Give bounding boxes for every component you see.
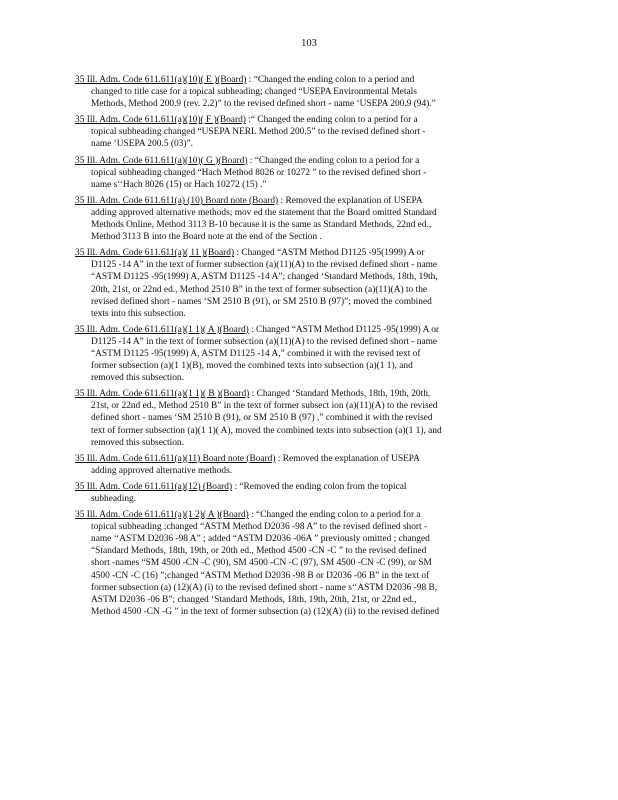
entry-continuation-line bbox=[75, 308, 535, 320]
entry-first-line bbox=[75, 247, 535, 259]
citation: 35 Ill. Adm. Code 611.611(a)(1 1)( A )(Board) bbox=[75, 324, 249, 335]
entry-continuation-line bbox=[75, 606, 535, 618]
entry-continuation-line bbox=[75, 126, 535, 138]
entry-continuation-line bbox=[75, 336, 535, 348]
entry-text: topical subheading changed “USEPA NERL Method 200.5” to the revised defined short - bbox=[91, 127, 426, 138]
entry-first-line bbox=[75, 74, 535, 86]
amendment-entry bbox=[75, 509, 535, 618]
citation: 35 Ill. Adm. Code 611.611(a)(11) Board note (Board) bbox=[75, 453, 276, 464]
entry-continuation-line bbox=[75, 179, 535, 191]
entry-text: “Standard Methods, 18th, 19th, or 20th ed., Method 4500 -CN -C ” to the revised defined bbox=[91, 546, 427, 557]
entry-text: name ‘‘ASTM D2036 -98 A” ; added “ASTM D2036 -06A ” previously omitted ; changed bbox=[91, 534, 430, 545]
citation: 35 Ill. Adm. Code 611.611(a)(10)( G )(Board) bbox=[75, 155, 248, 166]
entry-text: topical subheading changed “Hach Method 8026 or 10272 ” to the revised defined short - bbox=[91, 167, 427, 178]
amendment-entry bbox=[75, 247, 535, 320]
entry-text: : “Changed the ending colon to a period for a bbox=[247, 155, 420, 166]
entry-continuation-line bbox=[75, 594, 535, 606]
amendment-entry bbox=[75, 388, 535, 448]
entry-text: Method 4500 -CN -G ” in the text of former subsection (a) (12)(A) (ii) to the revised defined bbox=[91, 606, 440, 617]
entry-text: text of former subsection (a)(1 1)( A), moved the combined texts into subsection (a)(1 1), and bbox=[91, 425, 442, 436]
entry-first-line bbox=[75, 509, 535, 521]
citation: 35 Ill. Adm. Code 611.611(a)(1 1)( B )(Board) bbox=[75, 389, 250, 400]
entry-continuation-line bbox=[75, 86, 535, 98]
entry-continuation-line bbox=[75, 284, 535, 296]
entry-text: D1125 -14 A” in the text of former subsection (a)(11)(A) to the revised defined short - name bbox=[91, 336, 438, 347]
entry-first-line bbox=[75, 195, 535, 207]
entry-continuation-line bbox=[75, 372, 535, 384]
entry-continuation-line bbox=[75, 271, 535, 283]
entry-text: 21st, or 22nd ed., Method 2510 B” in the text of former subsect ion (a)(11)(A) to the revised bbox=[91, 401, 438, 412]
entry-continuation-line bbox=[75, 557, 535, 569]
entry-continuation-line bbox=[75, 360, 535, 372]
entry-continuation-line bbox=[75, 493, 535, 505]
entry-text: adding approved alternative methods; mov ed the statement that the Board omitted Standard bbox=[91, 207, 437, 218]
entry-text: D1125 -14 A” in the text of former subsection (a)(11)(A) to the revised defined short - name bbox=[91, 260, 438, 271]
amendment-entry bbox=[75, 74, 535, 110]
citation: 35 Ill. Adm. Code 611.611(a)( 11 )(Board) bbox=[75, 248, 235, 259]
entry-continuation-line bbox=[75, 167, 535, 179]
entry-text: topical subheading ;changed “ASTM Method D2036 -98 A” to the revised defined short - bbox=[91, 522, 428, 533]
entry-text: : “Changed the ending colon to a period for a bbox=[248, 510, 421, 521]
entry-text: subheading. bbox=[91, 494, 137, 504]
entry-continuation-line bbox=[75, 533, 535, 545]
amendment-entry bbox=[75, 155, 535, 191]
entry-first-line bbox=[75, 324, 535, 336]
entry-continuation-line bbox=[75, 582, 535, 594]
entry-continuation-line bbox=[75, 400, 535, 412]
entry-first-line bbox=[75, 114, 535, 126]
entry-text: : Changed ‘Standard Methods, 18th, 19th, 20th, bbox=[249, 389, 431, 400]
amendment-entry bbox=[75, 453, 535, 477]
entry-continuation-line bbox=[75, 412, 535, 424]
citation: 35 Ill. Adm. Code 611.611(a)(1 2)( A )(Board) bbox=[75, 510, 249, 521]
entry-text: 4500 -CN -C (16) ”;changed “ASTM Method D2036 -98 B or D2036 -06 B” in the text of bbox=[91, 570, 430, 581]
entry-continuation-line bbox=[75, 437, 535, 449]
entry-first-line bbox=[75, 155, 535, 167]
entry-text: 20th, 21st, or 22nd ed., Method 2510 B” in the text of former subsection (a)(11)(A) to the bbox=[91, 284, 428, 295]
entry-continuation-line bbox=[75, 465, 535, 477]
entry-continuation-line bbox=[75, 570, 535, 582]
entry-continuation-line bbox=[75, 425, 535, 437]
entry-continuation-line bbox=[75, 207, 535, 219]
entry-text: former subsection (a)(1 1)(B), moved the combined texts into subsection (a)(1 1), and bbox=[91, 361, 413, 372]
entry-continuation-line bbox=[75, 138, 535, 150]
amendment-entry bbox=[75, 195, 535, 243]
entry-text: name s‘‘Hach 8026 (15) or Hach 10272 (15) .” bbox=[91, 179, 267, 190]
amendment-entry bbox=[75, 481, 535, 505]
entry-text: revised defined short - names ‘SM 2510 B (91), or SM 2510 B (97)”; moved the combined bbox=[91, 296, 432, 307]
entry-continuation-line bbox=[75, 521, 535, 533]
entry-first-line bbox=[75, 388, 535, 400]
citation: 35 Ill. Adm. Code 611.611(a)(12) (Board) bbox=[75, 481, 233, 492]
entry-text: ASTM D2036 -06 B”; changed ‘Standard Methods, 18th, 19th, 20th, 21st, or 22nd ed., bbox=[91, 594, 417, 605]
entry-continuation-line bbox=[75, 259, 535, 271]
entry-first-line bbox=[75, 481, 535, 493]
entry-continuation-line bbox=[75, 545, 535, 557]
entry-text: Methods Online, Method 3113 B-10 because it is the same as Standard Methods, 22nd ed., bbox=[91, 220, 432, 231]
entry-continuation-line bbox=[75, 296, 535, 308]
entry-text: changed to title case for a topical subheading; changed “USEPA Environmental Metals bbox=[91, 87, 417, 98]
entry-text: adding approved alternative methods. bbox=[91, 465, 233, 476]
citation: 35 Ill. Adm. Code 611.611(a)(10)( F )(Board) bbox=[75, 115, 246, 126]
entry-text: :“ Changed the ending colon to a period for a bbox=[245, 115, 418, 126]
citation: 35 Ill. Adm. Code 611.611(a) (10) Board note (Board) bbox=[75, 195, 279, 206]
entry-continuation-line bbox=[75, 348, 535, 360]
entry-text: : Removed the explanation of USEPA bbox=[275, 453, 420, 464]
entry-continuation-line bbox=[75, 98, 535, 110]
entry-text: defined short - names ‘SM 2510 B (91), or SM 2510 B (97) ,” combined it with the revised bbox=[91, 413, 433, 424]
entry-first-line bbox=[75, 453, 535, 465]
entry-text: name ‘USEPA 200.5 (03)”. bbox=[91, 139, 193, 150]
amendment-list bbox=[75, 74, 535, 622]
citation: 35 Ill. Adm. Code 611.611(a)(10)( E )(Board) bbox=[75, 75, 247, 85]
entry-text: former subsection (a) (12)(A) (i) to the revised defined short - name s‘‘ASTM D2036 -98 B, bbox=[91, 582, 438, 593]
entry-text: : Changed “ASTM Method D1125 -95(1999) A or bbox=[234, 248, 425, 259]
entry-text: removed this subsection. bbox=[91, 437, 184, 448]
entry-text: Methods, Method 200.9 (rev. 2.2)” to the revised defined short - name ‘USEPA 200.9 (94).” bbox=[91, 99, 436, 110]
entry-text: removed this subsection. bbox=[91, 373, 184, 384]
entry-text: texts into this subsection. bbox=[91, 308, 186, 319]
amendment-entry bbox=[75, 114, 535, 150]
entry-text: Method 3113 B into the Board note at the end of the Section . bbox=[91, 232, 322, 243]
entry-text: short -names “SM 4500 -CN -C (90), SM 4500 -CN -C (97), SM 4500 -CN -C (99), or SM bbox=[91, 558, 432, 569]
page-number: 103 bbox=[301, 38, 317, 49]
entry-text: : Removed the explanation of USEPA bbox=[278, 195, 423, 206]
entry-continuation-line bbox=[75, 231, 535, 243]
entry-text: : “Changed the ending colon to a period and bbox=[246, 75, 415, 85]
entry-continuation-line bbox=[75, 219, 535, 231]
entry-text: : “Removed the ending colon from the topical bbox=[232, 481, 407, 492]
entry-text: “ASTM D1125 -95(1999) A, ASTM D1125 -14 A”; changed ‘Standard Methods, 18th, 19th, bbox=[91, 272, 438, 283]
entry-text: : Changed “ASTM Method D1125 -95(1999) A or bbox=[248, 324, 440, 335]
amendment-entry bbox=[75, 324, 535, 384]
entry-text: “ASTM D1125 -95(1999) A, ASTM D1125 -14 A,” combined it with the revised text of bbox=[91, 348, 421, 359]
